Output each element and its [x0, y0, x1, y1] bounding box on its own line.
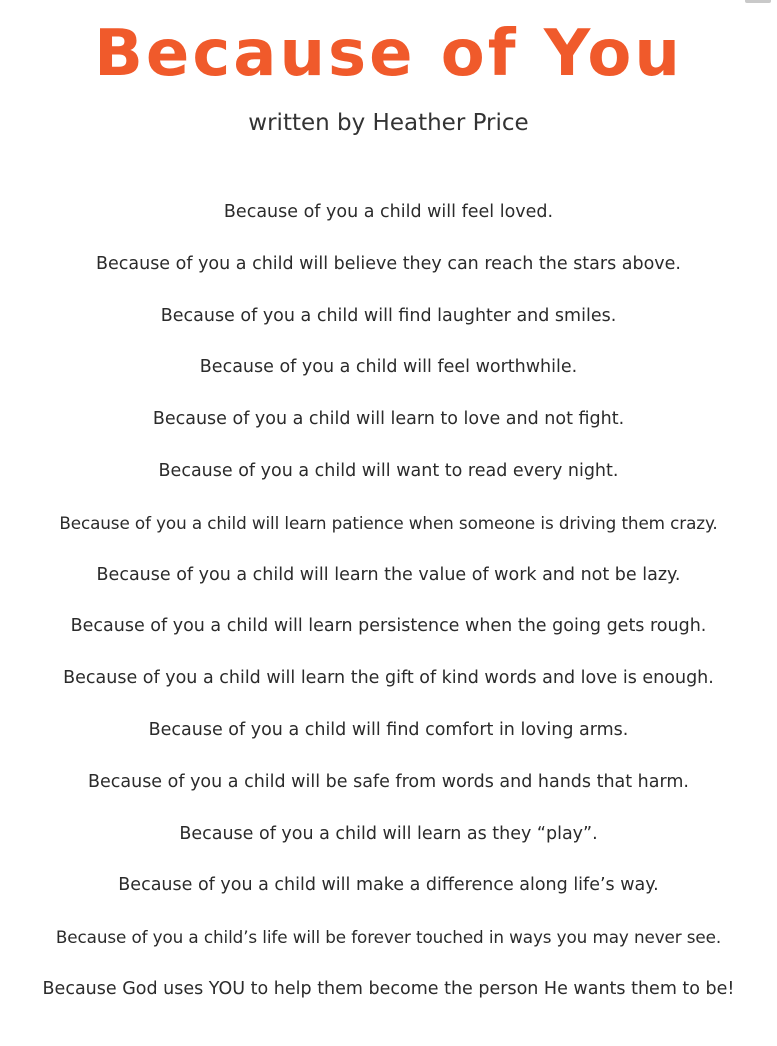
poem-line: Because of you a child will learn the value of work and not be lazy.: [96, 564, 681, 585]
poem-line: Because of you a child will learn as they “play”.: [179, 823, 598, 844]
scroll-indicator: [745, 0, 771, 3]
poem-line: Because of you a child will make a difference along life’s way.: [118, 875, 659, 896]
poem-line: Because of you a child’s life will be forever touched in ways you may never see.: [55, 927, 722, 948]
poem-line: Because of you a child will want to read every night.: [158, 460, 619, 481]
poem-title: Because of You: [94, 17, 683, 91]
poem-line: Because of you a child will learn to love and not fight.: [152, 409, 625, 430]
poem-line: Because of you a child will find laughter and smiles.: [160, 305, 617, 326]
poem-line: Because of you a child will believe they can reach the stars above.: [95, 253, 681, 274]
poem-line: Because of you a child will learn the gift of kind words and love is enough.: [63, 668, 714, 689]
poem-line: Because of you a child will feel loved.: [223, 202, 554, 222]
poem-lines: [0, 196, 777, 1025]
poem-line: Because of you a child will learn persistence when the going gets rough.: [70, 616, 707, 637]
author-byline: written by Heather Price: [248, 110, 529, 136]
poem-line: Because God uses YOU to help them become the person He wants them to be!: [42, 978, 735, 999]
poem-line: Because of you a child will learn patience when someone is driving them crazy.: [59, 512, 718, 533]
poem-line: Because of you a child will find comfort in loving arms.: [148, 719, 629, 740]
poem-line: Because of you a child will feel worthwhile.: [199, 357, 578, 378]
poem-line: Because of you a child will be safe from words and hands that harm.: [87, 771, 689, 792]
